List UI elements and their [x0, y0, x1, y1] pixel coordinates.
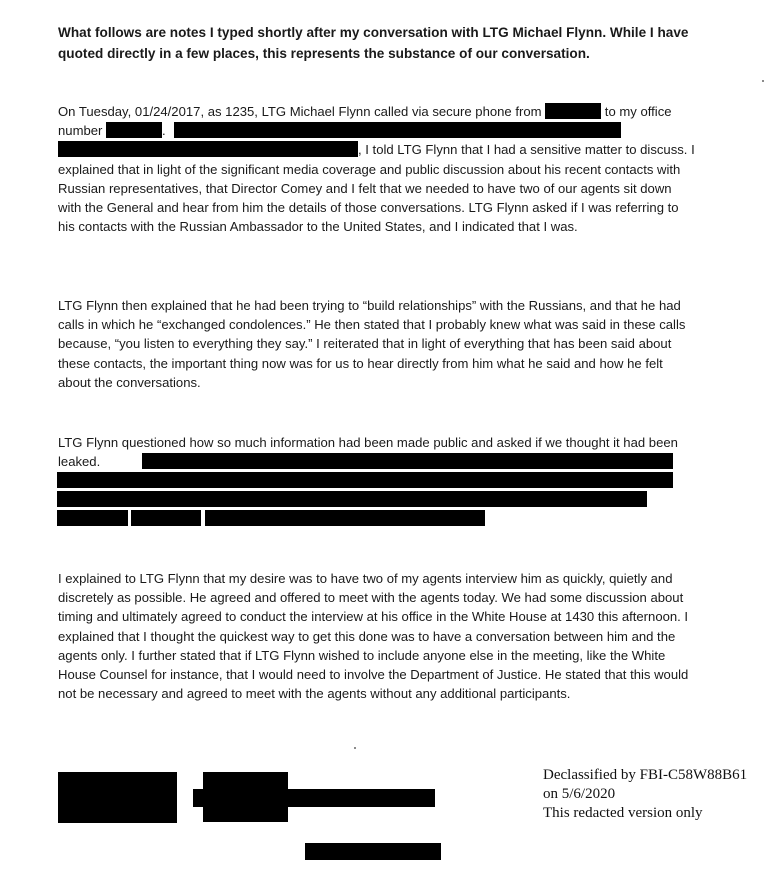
redaction-box	[57, 510, 128, 526]
redaction-box	[545, 103, 601, 119]
redaction-box	[57, 472, 673, 488]
redaction-box	[57, 491, 647, 507]
paragraph-interview-arrangement: I explained to LTG Flynn that my desire was to have two of my agents interview him as quickly, quietly and discretely as possible. He agreed and offered to meet with the agents today. We had some discussion about timing and ultimately agreed to conduct the interview at his office in the White House at 1430 this afternoon. I explained that I thought the quickest way to get this done was to have a conversation between him and the agents only. I further stated that if LTG Flynn wished to include anyone else in the meeting, like the White House Counsel for instance, that I would need to involve the Department of Justice. He stated that this would not be necessary and agreed to meet with the agents without any additional participants.	[58, 571, 689, 702]
declassification-line: This redacted version only	[543, 805, 703, 821]
paragraph-text: On Tuesday, 01/24/2017, as 1235, LTG Michael Flynn called via secure phone from	[58, 104, 546, 119]
redaction-box	[131, 510, 201, 526]
declassification-line: on 5/6/2020	[543, 786, 616, 802]
redaction-box	[205, 510, 485, 526]
signature-redaction	[58, 772, 177, 823]
signature-redaction	[305, 843, 441, 860]
paragraph-text: , I told LTG Flynn that I had a sensitive matter to discuss. I explained that in light of the significant media coverage and public discussion about his recent contacts with Russian representatives, that Director Comey and I felt that we needed to have two of our agents sit down with the General and hear from him the details of those conversations. LTG Flynn asked if I was referring to his contacts with the Russian Ambassador to the United States, and I indicated that I was.	[58, 142, 695, 235]
paragraph-relationships: LTG Flynn then explained that he had been trying to “build relationships” with the Russians, and that he had calls in which he “exchanged condolences.” He then stated that I probably knew what was said in these calls because, “you listen to everything they say.” I reiterated that in light of everything that has been said about these contacts, the important thing now was for us to hear directly from him what he said and how he felt about the conversations.	[58, 298, 686, 390]
declassification-stamp	[543, 766, 768, 823]
scan-speck	[354, 747, 356, 749]
paragraph-text: .	[162, 123, 166, 139]
declassification-line: Declassified by FBI-C58W88B61	[543, 767, 748, 783]
scan-speck	[762, 80, 764, 82]
signature-redaction	[193, 789, 435, 807]
redaction-box	[142, 453, 673, 469]
paragraph-phone-call	[58, 102, 698, 236]
redaction-box	[106, 122, 162, 138]
document-heading: What follows are notes I typed shortly after my conversation with LTG Michael Flynn. While I have quoted directly in a few places, this represents the substance of our conversation.	[58, 25, 689, 61]
redaction-box	[174, 122, 621, 138]
redaction-box	[58, 141, 358, 157]
paragraph-text: LTG Flynn questioned how so much information had been made public and asked if we thought it had been leaked.	[58, 435, 678, 470]
paragraph-text: to my office number	[58, 104, 672, 139]
